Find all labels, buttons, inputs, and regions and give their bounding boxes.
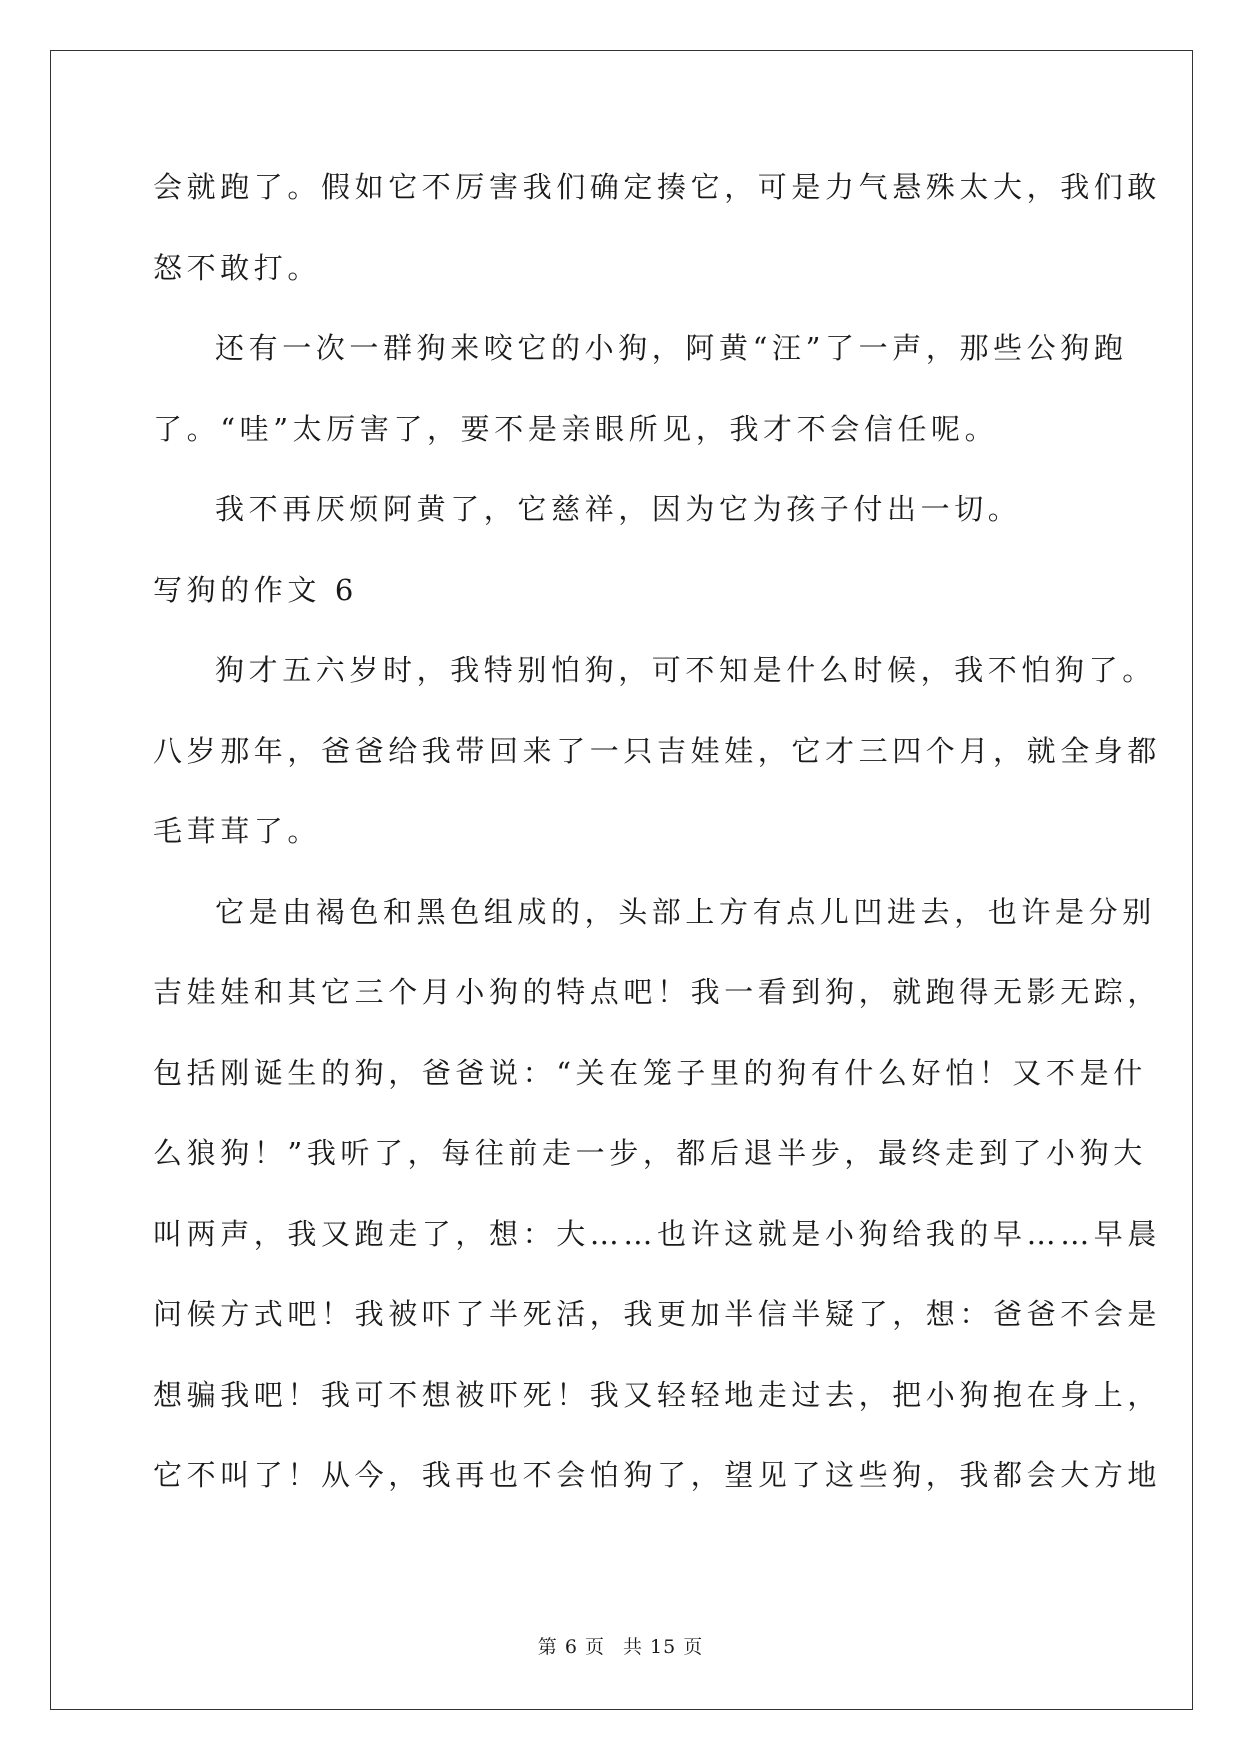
text-line: 包括刚诞生的狗，爸爸说：“关在笼子里的狗有什么好怕！又不是什 [153, 1055, 1147, 1090]
text-line: 么狼狗！”我听了，每往前走一步，都后退半步，最终走到了小狗大 [153, 1136, 1147, 1170]
text-line: 它不叫了！从今，我再也不会怕狗了，望见了这些狗，我都会大方地 [153, 1458, 1162, 1492]
text-line: 八岁那年，爸爸给我带回来了一只吉娃娃，它才三四个月，就全身都 [153, 733, 1162, 768]
text-line: 写狗的作文 6 [153, 572, 358, 607]
text-line: 还有一次一群狗来咬它的小狗，阿黄“汪”了一声，那些公狗跑 [215, 331, 1128, 365]
page-total: 共 15 页 [622, 1636, 704, 1658]
text-line: 吉娃娃和其它三个月小狗的特点吧！我一看到狗，就跑得无影无踪， [153, 975, 1162, 1009]
page-number: 第 6 页 [537, 1636, 605, 1658]
text-line: 叫两声，我又跑走了，想：大……也许这就是小狗给我的早……早晨 [153, 1216, 1162, 1251]
text-line: 会就跑了。假如它不厉害我们确定揍它，可是力气悬殊太大，我们敢 [153, 170, 1162, 204]
text-line: 毛茸茸了。 [153, 814, 322, 848]
text-line: 我不再厌烦阿黄了，它慈祥，因为它为孩子付出一切。 [215, 492, 1022, 526]
text-line: 狗才五六岁时，我特别怕狗，可不知是什么时候，我不怕狗了。 [215, 653, 1156, 687]
document-body [153, 162, 1162, 1531]
text-line: 它是由褐色和黑色组成的，头部上方有点儿凹进去，也许是分别 [215, 894, 1156, 929]
text-line: 了。“哇”太厉害了，要不是亲眼所见，我才不会信任呢。 [153, 411, 999, 446]
text-line: 问候方式吧！我被吓了半死活，我更加半信半疑了，想：爸爸不会是 [153, 1297, 1162, 1331]
text-line: 怒不敢打。 [153, 250, 322, 285]
page-footer [0, 1632, 1241, 1659]
text-line: 想骗我吧！我可不想被吓死！我又轻轻地走过去，把小狗抱在身上， [153, 1377, 1162, 1412]
